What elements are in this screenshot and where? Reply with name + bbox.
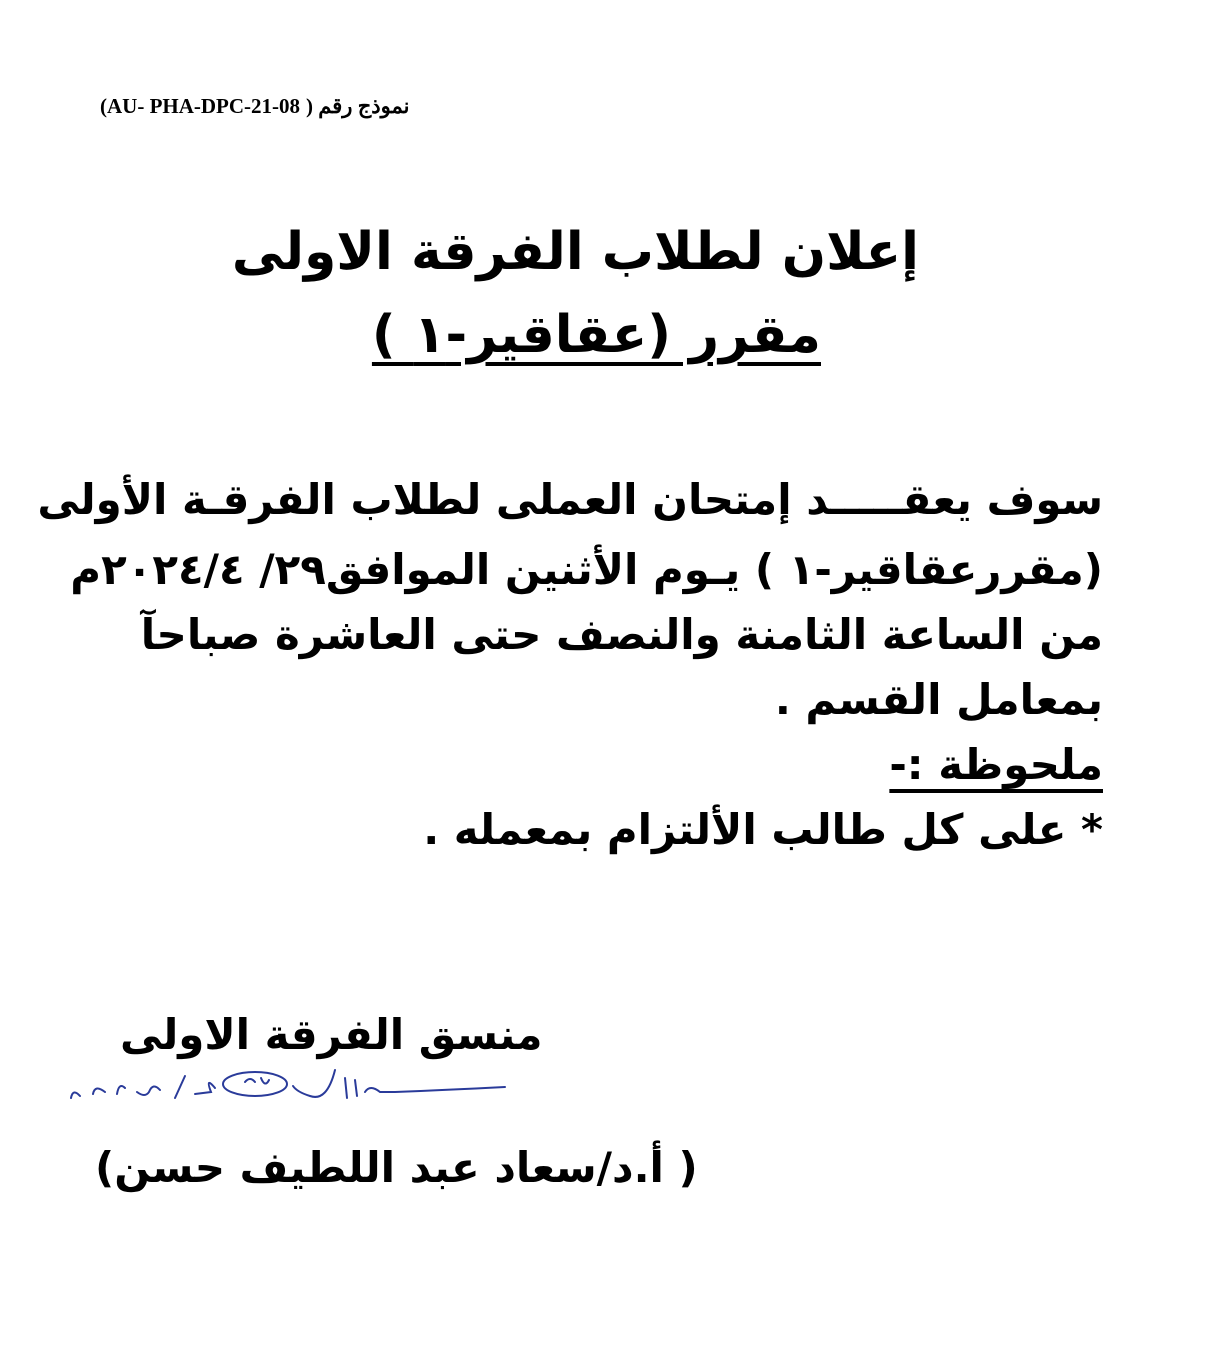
body-line: سوف يعقـــــد إمتحان العملى لطلاب الفرقـة الأولى	[37, 475, 1103, 524]
body-line: بمعامل القسم .	[774, 675, 1103, 724]
coordinator-role: منسق الفرقة الاولى	[120, 1010, 543, 1059]
note-text: * على كل طالب الألتزام بمعمله .	[423, 805, 1103, 854]
note-heading: ملحوظة :-	[889, 740, 1103, 789]
body-line: من الساعة الثامنة والنصف حتى العاشرة صباحآ	[140, 610, 1103, 659]
handwritten-signature	[65, 1062, 515, 1132]
body-line: (مقررعقاقير-١ ) يـوم الأثنين الموافق٢٩/ ٢٠٢٤/٤م	[70, 545, 1103, 594]
announcement-title: إعلان لطلاب الفرقة الاولى	[231, 222, 919, 282]
form-number	[100, 94, 409, 119]
form-code: (AU- PHA-DPC-21-08	[100, 94, 301, 118]
coordinator-name: ( أ.د/سعاد عبد اللطيف حسن)	[95, 1143, 698, 1192]
course-title: مقرر (عقاقير-١ )	[371, 305, 821, 365]
form-label: نموذج رقم (	[306, 94, 410, 118]
